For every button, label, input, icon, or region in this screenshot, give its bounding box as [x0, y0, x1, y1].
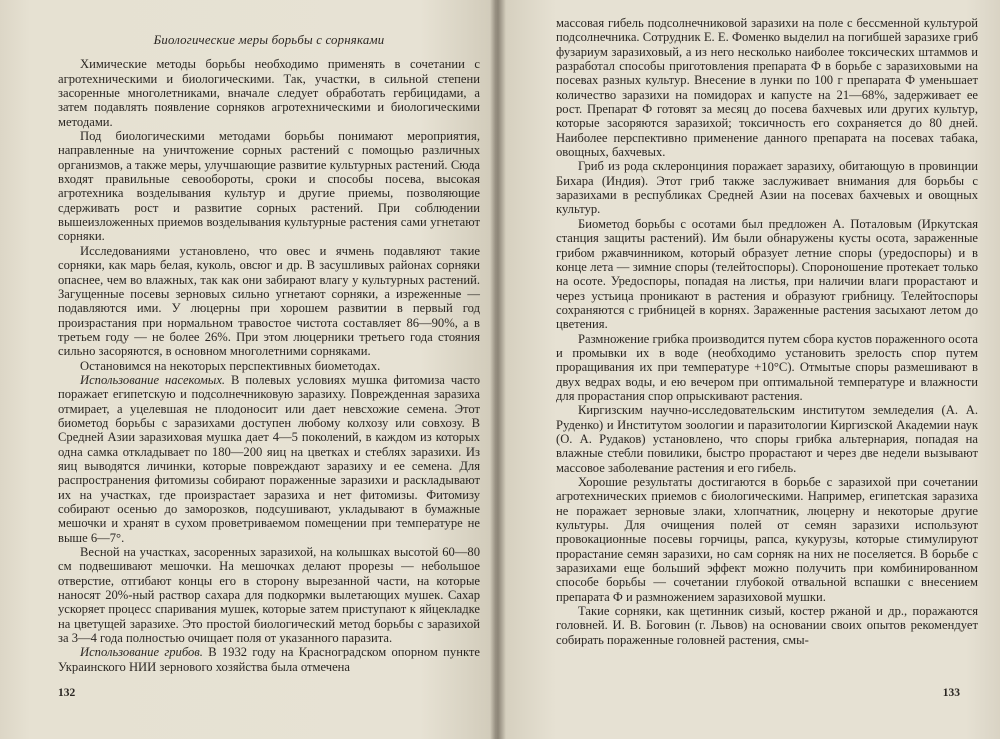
left-page [0, 0, 496, 739]
right-page [496, 0, 1000, 739]
paragraph: Остановимся на некоторых перспективных биометодах. [80, 358, 381, 373]
paragraph: Под биологическими методами борьбы понимают мероприятия, направленные на уничтожение сорных растений с помощью различных организмов, а также меры, улучшающие развитие культурных растений. Сюда входят правильные севообороты, сроки и способы посева, высокая агротехника возделывания культур и другие приемы, позволяющие сдерживать рост и развитие сорных растений. При соблюдении вышеизложенных приемов возделывания культурные растения сами угнетают сорняки. [58, 129, 480, 244]
right-text-column [556, 16, 978, 647]
page-number-right: 133 [942, 687, 960, 699]
paragraph-body: В полевых условиях мушка фитомиза часто поражает египетскую и подсолнечниковую заразиху. Поврежденная заразиха отмирает, а уцелевшая не плодоносит или дает невсхожие семена. Этот биометод борьбы с заразихами доступен любому колхозу или совхозу. В Средней Азии заразиховая мушка дает 4—5 поколений, в каждом из которых одна самка откладывает по 180—200 яиц на цветках и стеблях заразихи. Из яиц выводятся личинки, которые повреждают заразиху и ее семена. Для распространения фитомизы собирают пораженные заразихи и раскладывают их на участках, где произрастает заразиха и нет фитомизы. Фитомизу собирают осенью до заморозков, подсушивают, укладывают в бумажные мешочки и хранят в сухом проветриваемом помещении при температуре не выше 6—7°. [58, 372, 480, 545]
book-gutter [490, 0, 506, 739]
section-lead-fungi: Использование грибов. [80, 645, 203, 660]
paragraph: Химические методы борьбы необходимо применять в сочетании с агротехническими и биологическими. Так, участки, в сильной степени засоренные многолетниками, вначале следует обработать гербицидами, а затем подавлять появление сорняков агротехническими и биологическими методами. [58, 57, 480, 129]
paragraph: Размножение грибка производится путем сбора кустов пораженного осота и промывки их в воде (необходимо установить зрелость спор путем проращивания их при температуре +10°С). Отмытые споры размешивают в двух ведрах воды, и ею вечером при оптимальной температуре и влажности для прорастания спор опрыскивают растения. [556, 331, 978, 403]
paragraph: Весной на участках, засоренных заразихой, на колышках высотой 60—80 см подвешивают мешочки. На мешочках делают прорезы — небольшое отверстие, отгибают концы его в сторону вырезанной части, на которые наносят 20%-ный раствор сахара для подкормки вылетающих мушек. Сахар ускоряет процесс спаривания мушек, которые затем приступают к яйцекладке на цветущей заразихе. Это простой биологический метод борьбы с заразихой за 3—4 года полностью очищает поля от указанного паразита. [58, 545, 480, 646]
paragraph-body: В 1932 году на Красноградском опорном пункте Украинского НИИ зернового хозяйства была отмечена [58, 645, 480, 674]
paragraph: Биометод борьбы с осотами был предложен А. Поталовым (Иркутская станция защиты растений). Им были обнаружены кусты осота, зараженные грибом ржавчинником, который образует летние споры (уредоспоры) и в конце лета — зимние споры (телейтоспоры). Спороношение протекает только на осоте. Уредоспоры, попадая на листья, при наличии влаги прорастают и через устьица проникают в растения и образуют грибницу. Телейтоспоры сохраняются с грибницей в корнях. Зараженные растения засыхают летом до цветения. [556, 216, 978, 332]
section-lead-insects: Использование насекомых. [80, 372, 226, 387]
paragraph-insects [58, 373, 480, 545]
paragraph: Хорошие результаты достигаются в борьбе с заразихой при сочетании агротехнических приемов с биологическими. Например, египетская заразиха не поражает зерновые злаки, хлопчатник, люцерну и некоторые другие культуры. Для очищения полей от семян заразихи используют провокационные посевы горчицы, рапса, кукурузы, которые стимулируют прорастание семян заразихи, но сам сорняк на них не поселяется. В борьбе с заразихами еще больший эффект можно получить при комбинированном способе борьбы — сочетании глубокой отвальной вспашки с внесением препарата Ф и размножением заразиховой мушки. [556, 475, 978, 604]
paragraph: Такие сорняки, как щетинник сизый, костер ржаной и др., поражаются головней. И. В. Боговин (г. Львов) на основании своих опытов рекомендует собирать пораженные головней растения, смы- [556, 604, 978, 647]
paragraph: Исследованиями установлено, что овес и ячмень подавляют такие сорняки, как марь белая, куколь, овсюг и др. В засушливых районах сорняки опаснее, чем во влажных, так как они забирают влагу у культурных растений. Загущенные посевы зерновых сильно угнетают сорняки, а изреженные — подавляются ими. У люцерны при хорошем развитии в первый год произрастания при нормальном травостое чистота составляет 86—90%, а в третьем году — не более 26%. При этом люцерники третьего года стояния сильно засоряются, в основном многолетними сорняками. [58, 243, 480, 359]
paragraph-continued: массовая гибель подсолнечниковой заразихи на поле с бессменной культурой подсолнечника. Сотрудник Е. Е. Фоменко выделил на погибшей заразихе гриб фузариум заразиховый, а из него несколько наиболее токсических штаммов и разработал способы приготовления препарата Ф в борьбе с заразиховыми на посевах разных культур. Внесение в лунки по 100 г препарата Ф уменьшает количество заразихи на помидорах и капусте на 21—68%, задерживает ее рост. Препарат Ф готовят за месяц до посева бахчевых или других культур, которые засоряются заразихой; токсичность его сохраняется до 80 дней. Наиболее перспективно применение данного препарата на посевах табака, овощных, бахчевых. [556, 16, 978, 160]
paragraph: Гриб из рода склеронциния поражает заразиху, обитающую в провинции Бихара (Индия). Этот гриб также заслуживает внимания для борьбы с заразихами в республиках Средней Азии на посевах бахчевых и овощных культур. [556, 159, 978, 217]
paragraph-fungi [58, 645, 480, 674]
page-number-left: 132 [58, 687, 76, 699]
running-head: Биологические меры борьбы с сорняками [153, 33, 385, 47]
paragraph: Киргизским научно-исследовательским институтом земледелия (А. А. Руденко) и Институтом зоологии и паразитологии Киргизской Академии наук (О. А. Рудаков) установлено, что споры грибка альтернария, попадая на влажные стебли повилики, быстро прорастают и через две недели вызывают массовое заболевание растения и его гибель. [556, 403, 978, 475]
left-text-column [58, 33, 480, 674]
